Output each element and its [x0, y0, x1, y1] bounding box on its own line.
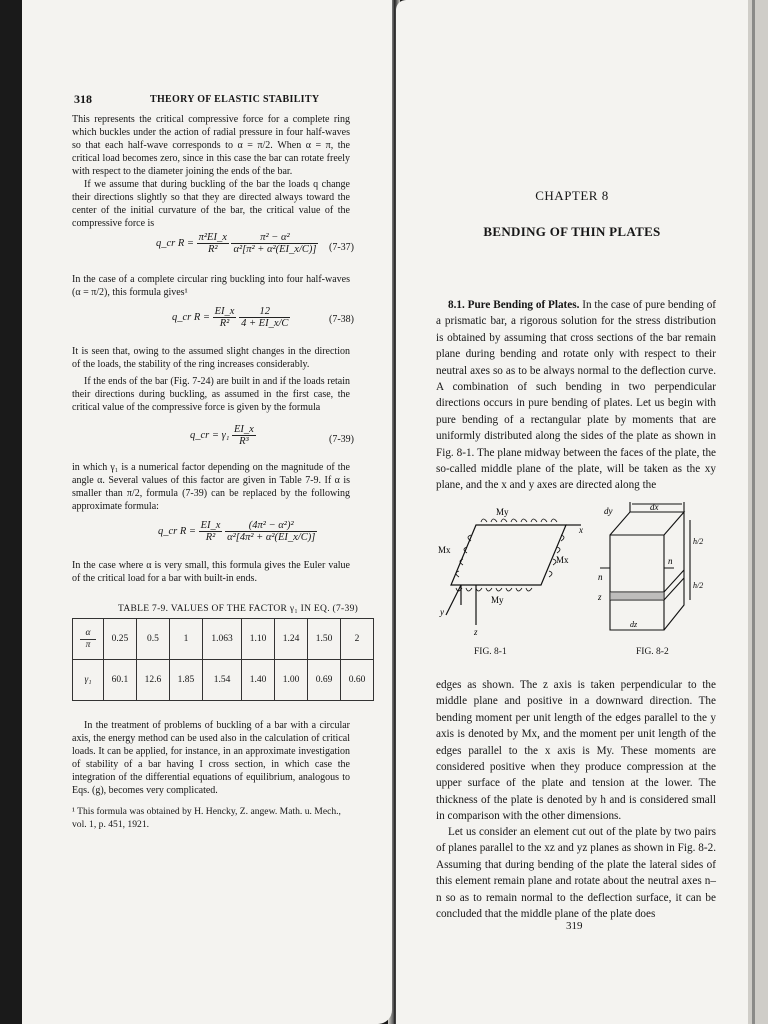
table-cell: 0.60: [341, 660, 374, 701]
label-mx-left: Mx: [438, 545, 451, 555]
eq-lhs: q_cr R =: [156, 237, 194, 249]
chapter-title: BENDING OF THIN PLATES: [483, 224, 661, 239]
left-page-number: 318: [74, 92, 92, 106]
label-my-top: My: [496, 507, 509, 517]
element-top-side: [610, 512, 684, 630]
label-h2-mid: h/2: [693, 581, 704, 590]
table-cell: 1.063: [202, 619, 241, 660]
section-heading: 8.1. Pure Bending of Plates.: [448, 299, 580, 311]
section-paragraph-3: Let us consider an element cut out of the plate by two pairs of planes parallel to the xz and yz planes as shown in Fig. 8-2. Assuming that during bending of the plate the lateral sides of this element remain plane and rotate about the neutral axes n–n so as to remain normal to the deflection surface, it can be concluded that the middle plane of the plate does: [436, 826, 716, 921]
paragraph-3: In the case of a complete circular ring buckling into four half-waves (α = π/2), this formula gives¹: [72, 274, 350, 298]
y-axis: [446, 585, 461, 615]
figure-8-2: [592, 500, 712, 640]
values-table: [72, 618, 374, 701]
section-paragraph-2: edges as shown. The z axis is taken perpendicular to the middle plane and positive in a downward direction. The bending moment per unit length of the edges parallel to the y axis is denoted by Mx, and the moment per unit length of the edges parallel to the x axis is My. These moments are considered positive when they produce compression at the upper surface of the plate and tension at the lower. The thickness of the plate is denoted by h and is considered small in comparison with the other dimensions.: [436, 679, 716, 823]
row-label: α π: [73, 619, 104, 660]
equation-approx: q_cr R = $\frac{EI\_x}{\text{R²}}$ $\frac{\text{(4π² − α²)²}}{\text{α²[4π² + α²(EI\_x/C)]}}$: [158, 520, 316, 543]
paragraph-6: in which γ₁ is a numerical factor depending on the magnitude of the angle α. Several values of this factor are given in Table 7-9. If α is smaller than π/2, formula (7-39) can be replaced by the following approximate formula:: [72, 462, 350, 512]
paragraph-1: This represents the critical compressive force for a complete ring which buckles under the action of radial pressure in four half-waves so that each half-wave corresponds to α = π/2. When α = π, the critical load becomes zero, since in this case the bar can rotate freely with respect to the diameter joining the ends of the bar.: [72, 114, 350, 177]
table-cell: 1.40: [242, 660, 275, 701]
chapter-label: CHAPTER 8: [535, 188, 609, 203]
row-label: γ₁: [73, 660, 104, 701]
fig-8-2-caption: FIG. 8-2: [636, 647, 669, 657]
label-z: z: [598, 592, 602, 602]
left-page: [22, 0, 392, 1024]
right-page: [396, 0, 748, 1024]
equation-7-39: q_cr = γ₁ $\frac{EI\_x}{\text{R³}}$: [190, 424, 254, 447]
paragraph-5: If the ends of the bar (Fig. 7-24) are built in and if the loads retain their directions during buckling, as assumed in the first case, the critical value of the compressive force is given by the formula: [72, 376, 350, 413]
footnote: ¹ This formula was obtained by H. Hencky, Z. angew. Math. u. Mech., vol. 1, p. 451, 1921.: [72, 806, 341, 830]
table-cell: 1.54: [202, 660, 241, 701]
moment-arrows: [456, 519, 564, 591]
table-row: [73, 619, 374, 660]
table-cell: 0.69: [308, 660, 341, 701]
figure-8-1: [436, 505, 586, 655]
equation-number: (7-39): [329, 434, 354, 445]
table-cell: 0.5: [136, 619, 169, 660]
equation-7-37: [156, 232, 318, 255]
table-cell: 0.25: [104, 619, 137, 660]
paragraph-7: In the case where α is very small, this formula gives the Euler value of the critical load for a bar with built-in ends.: [72, 560, 350, 584]
fig-8-1-caption: FIG. 8-1: [474, 647, 507, 657]
table-cell: 1.00: [275, 660, 308, 701]
table-cell: 1.24: [275, 619, 308, 660]
equation-number: (7-37): [329, 242, 354, 253]
table-cell: 1.10: [242, 619, 275, 660]
running-head: THEORY OF ELASTIC STABILITY: [150, 94, 320, 105]
table-cell: 2: [341, 619, 374, 660]
table-cell: 12.6: [136, 660, 169, 701]
equation-7-38: q_cr R = $\frac{EI\_x}{\text{R²}}$ $\frac{12}{4 + EI\_x/C}$: [172, 306, 289, 329]
eq-fraction: $\frac{\text{π²EI\_x}}{\text{R²}}$: [198, 232, 227, 255]
label-dx: dx: [650, 502, 659, 512]
label-z: z: [474, 627, 478, 637]
label-mx-right: Mx: [556, 555, 569, 565]
page-edge: [748, 0, 768, 1024]
table-row: [73, 660, 374, 701]
shaded-strip: [610, 592, 664, 600]
equation-number: (7-38): [329, 314, 354, 325]
paragraph-8: In the treatment of problems of buckling of a bar with a circular axis, the energy method can be used also in the calculation of critical loads. It can be applied, for instance, in an approximate investigation of stability of a bar having I cross section, in which case the integration of the differential equations of equilibrium, analogous to Eqs. (g), becomes very complicated.: [72, 720, 350, 796]
label-n-right: n: [668, 556, 673, 566]
label-x: x: [579, 525, 583, 535]
label-dy: dy: [604, 506, 613, 516]
label-y: y: [440, 607, 444, 617]
table-cell: 1.50: [308, 619, 341, 660]
label-dz: dz: [630, 620, 638, 629]
section-text: In the case of pure bending of a prismatic bar, a rigorous solution for the stress distribution is obtained by assuming that cross sections of the bar remain plane during bending and rotate only with respect to their neutral axes so as to be always normal to the deflection curve. A combination of such bending in two perpendicular directions occurs in pure bending of plates. Let us begin with pure bending of a rectangular plate by moments that are uniformly distributed along the sides of the plate as shown in Fig. 8-1. The plane midway between the faces of the plate, the so-called middle plane of the plate, will be taken as the xy plane, and the x and y axes are directed along the: [436, 299, 717, 492]
element-front: [610, 535, 664, 630]
right-page-number: 319: [566, 920, 583, 932]
section-paragraph-1: [436, 297, 716, 494]
label-my-bottom: My: [491, 595, 504, 605]
paragraph-4: It is seen that, owing to the assumed slight changes in the direction of the loads, the stability of the ring increases considerably.: [72, 346, 350, 370]
plate-outline: [451, 525, 566, 585]
paragraph-2: If we assume that during buckling of the bar the loads q change their directions slightly so that they are directed always toward the center of the initial curvature of the bar, the critical value of the compressive force is: [72, 179, 350, 229]
table-cell: 1: [169, 619, 202, 660]
table-caption: TABLE 7-9. VALUES OF THE FACTOR γ₁ IN EQ. (7-39): [118, 604, 359, 614]
eq-fraction: $\frac{\text{π² − α²}}{\text{α²[π² + α²(EI\_x/C)]}}$: [233, 232, 317, 255]
table-cell: 1.85: [169, 660, 202, 701]
label-h2-top: h/2: [693, 537, 704, 546]
label-n-left: n: [598, 572, 603, 582]
table-cell: 60.1: [104, 660, 137, 701]
